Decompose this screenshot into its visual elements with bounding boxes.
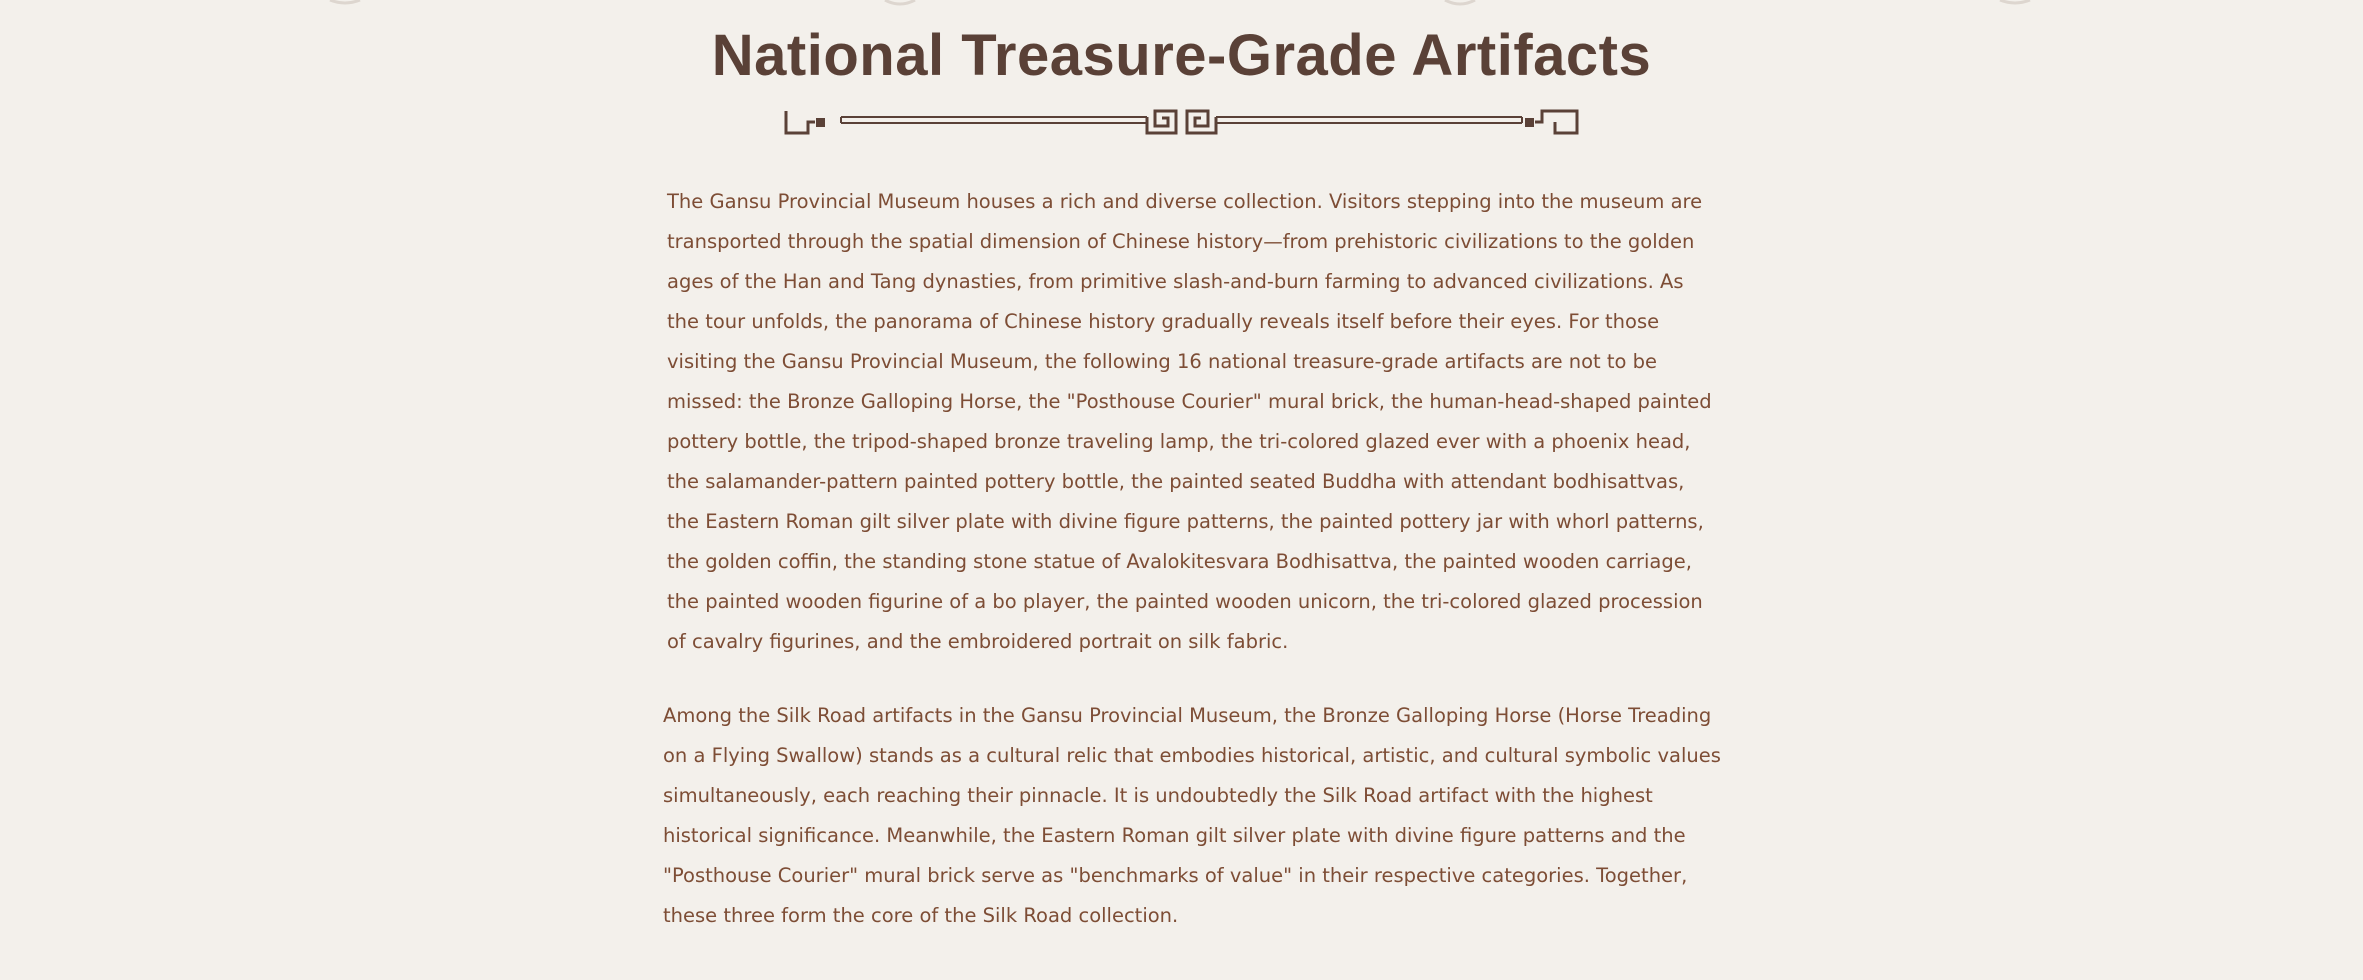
paragraph-line: transported through the spatial dimension of Chinese history—from prehistoric civilizations to the golden — [667, 230, 1695, 253]
paragraph-line: simultaneously, each reaching their pinnacle. It is undoubtedly the Silk Road artifact with the highest — [663, 784, 1653, 807]
paragraph-line: historical significance. Meanwhile, the Eastern Roman gilt silver plate with divine figure patterns and the — [663, 824, 1686, 847]
paragraph-line: of cavalry figurines, and the embroidered portrait on silk fabric. — [667, 630, 1289, 653]
paragraph-line: the Eastern Roman gilt silver plate with divine figure patterns, the painted pottery jar with whorl patterns, — [667, 510, 1704, 533]
paragraph-line: the salamander-pattern painted pottery bottle, the painted seated Buddha with attendant bodhisattvas, — [667, 470, 1685, 493]
paragraph-line: these three form the core of the Silk Road collection. — [663, 904, 1179, 927]
intro-paragraph — [667, 182, 1712, 662]
fret-pattern-divider-icon — [783, 106, 1580, 138]
paragraph-line: pottery bottle, the tripod-shaped bronze traveling lamp, the tri-colored glazed ever with a phoenix head, — [667, 430, 1691, 453]
page-title: National Treasure-Grade Artifacts — [711, 23, 1652, 88]
silk-road-paragraph — [663, 696, 1721, 936]
paragraph-line: missed: the Bronze Galloping Horse, the "Posthouse Courier" mural brick, the human-head-shaped painted — [667, 390, 1712, 413]
top-decorative-arcs — [0, 0, 2363, 10]
paragraph-line: "Posthouse Courier" mural brick serve as "benchmarks of value" in their respective categories. Together, — [663, 864, 1688, 887]
paragraph-line: Among the Silk Road artifacts in the Gansu Provincial Museum, the Bronze Galloping Horse (Horse Treading — [663, 704, 1712, 727]
paragraph-line: visiting the Gansu Provincial Museum, the following 16 national treasure-grade artifacts are not to be — [667, 350, 1658, 373]
paragraph-line: on a Flying Swallow) stands as a cultural relic that embodies historical, artistic, and cultural symbolic values — [663, 744, 1721, 767]
paragraph-line: the golden coffin, the standing stone statue of Avalokitesvara Bodhisattva, the painted wooden carriage, — [667, 550, 1692, 573]
paragraph-line: the painted wooden figurine of a bo player, the painted wooden unicorn, the tri-colored glazed procession — [667, 590, 1703, 613]
paragraph-line: the tour unfolds, the panorama of Chinese history gradually reveals itself before their eyes. For those — [667, 310, 1660, 333]
paragraph-line: The Gansu Provincial Museum houses a rich and diverse collection. Visitors stepping into the museum are — [667, 190, 1703, 213]
paragraph-line: ages of the Han and Tang dynasties, from primitive slash-and-burn farming to advanced civilizations. As — [667, 270, 1684, 293]
